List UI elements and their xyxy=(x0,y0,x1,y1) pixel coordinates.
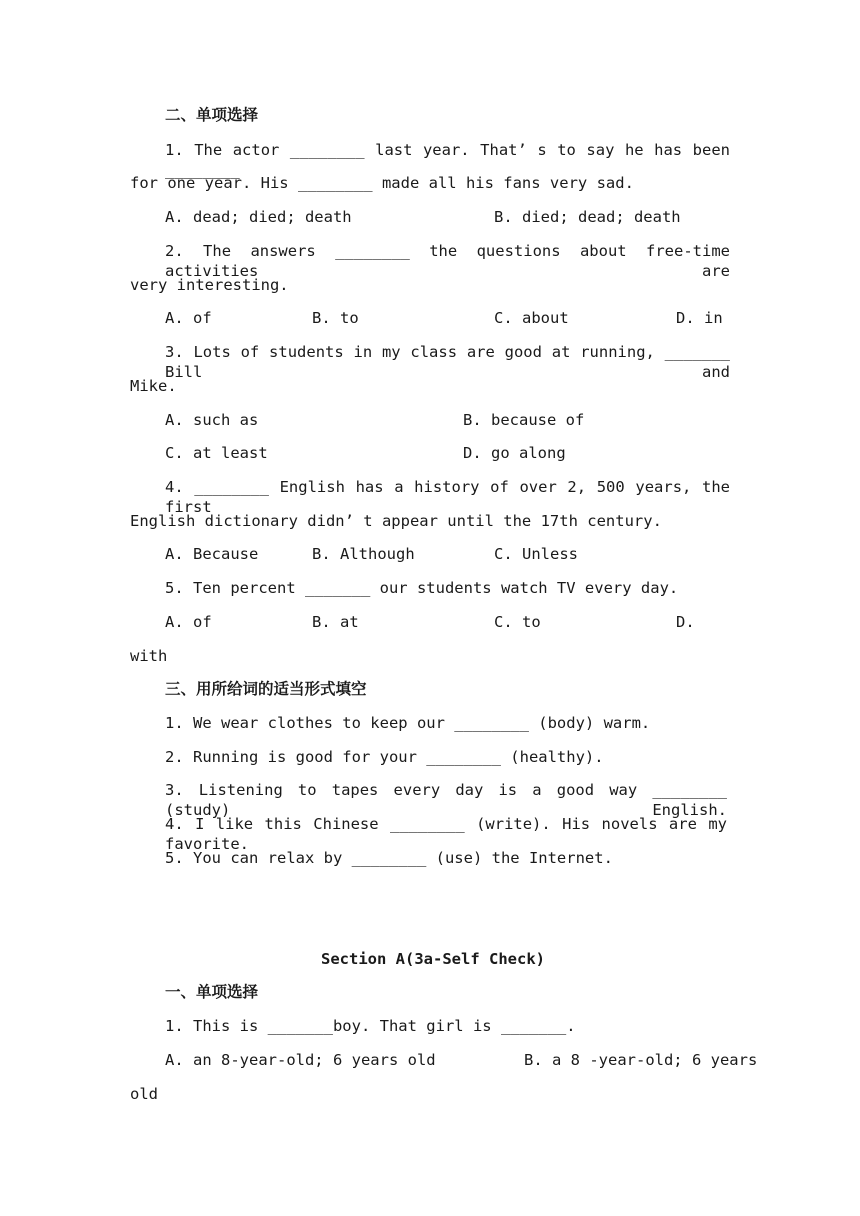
question-1-option-a: A. an 8-year-old; 6 years old xyxy=(165,1051,436,1069)
fill-in-item: 1. We wear clothes to keep our ________ (body) warm. xyxy=(165,714,651,732)
question-4-option-a: A. Because xyxy=(165,545,259,563)
question-1-option-b: B. a 8 -year-old; 6 years xyxy=(524,1051,758,1069)
question-1-option-a: A. dead; died; death xyxy=(165,208,352,226)
question-2-option-d: D. in xyxy=(676,309,723,327)
fill-in-item: 2. Running is good for your ________ (healthy). xyxy=(165,748,604,766)
question-3-option-c: C. at least xyxy=(165,444,268,462)
question-3-option-b: B. because of xyxy=(463,411,585,429)
question-4-line-1: 4. ________ English has a history of over 2, 500 years, the first xyxy=(165,478,730,516)
question-5-line-1: 5. Ten percent _______ our students watch TV every day. xyxy=(165,579,679,597)
question-2-option-b: B. to xyxy=(312,309,359,327)
question-3-option-a: A. such as xyxy=(165,411,259,429)
question-1-line-1: 1. The actor ________ last year. That’ s to say he has been ________ xyxy=(165,141,730,179)
section-title: Section A(3a-Self Check) xyxy=(321,950,545,968)
question-2-line-1: 2. The answers ________ the questions about free-time activities are xyxy=(165,242,730,280)
fill-in-item: 3. Listening to tapes every day is a good way ________ (study) English. xyxy=(165,781,727,819)
fill-in-item: 4. I like this Chinese ________ (write). His novels are my favorite. xyxy=(165,815,727,853)
question-2-option-a: A. of xyxy=(165,309,212,327)
section-heading: 三、用所给词的适当形式填空 xyxy=(165,680,367,698)
section-heading: 二、单项选择 xyxy=(165,106,259,124)
question-5-option-d: D. xyxy=(676,613,695,631)
question-1-line-2: for one year. His ________ made all his fans very sad. xyxy=(130,174,634,192)
question-4-option-b: B. Although xyxy=(312,545,415,563)
question-1-option-b: B. died; dead; death xyxy=(494,208,681,226)
question-5-option-d-continued: with xyxy=(130,647,168,665)
fill-in-item: 5. You can relax by ________ (use) the Internet. xyxy=(165,849,613,867)
question-2-option-c: C. about xyxy=(494,309,569,327)
question-4-option-c: C. Unless xyxy=(494,545,578,563)
question-1-option-b-continued: old xyxy=(130,1085,158,1103)
question-3-line-1: 3. Lots of students in my class are good at running, _______ Bill and xyxy=(165,343,730,381)
section-heading: 一、单项选择 xyxy=(165,983,259,1001)
question-3-line-2: Mike. xyxy=(130,377,177,395)
question-5-option-c: C. to xyxy=(494,613,541,631)
question-2-line-2: very interesting. xyxy=(130,276,289,294)
question-4-line-2: English dictionary didn’ t appear until the 17th century. xyxy=(130,512,662,530)
question-3-option-d: D. go along xyxy=(463,444,566,462)
question-5-option-b: B. at xyxy=(312,613,359,631)
question-1-line-1: 1. This is _______boy. That girl is _______. xyxy=(165,1017,576,1035)
question-5-option-a: A. of xyxy=(165,613,212,631)
